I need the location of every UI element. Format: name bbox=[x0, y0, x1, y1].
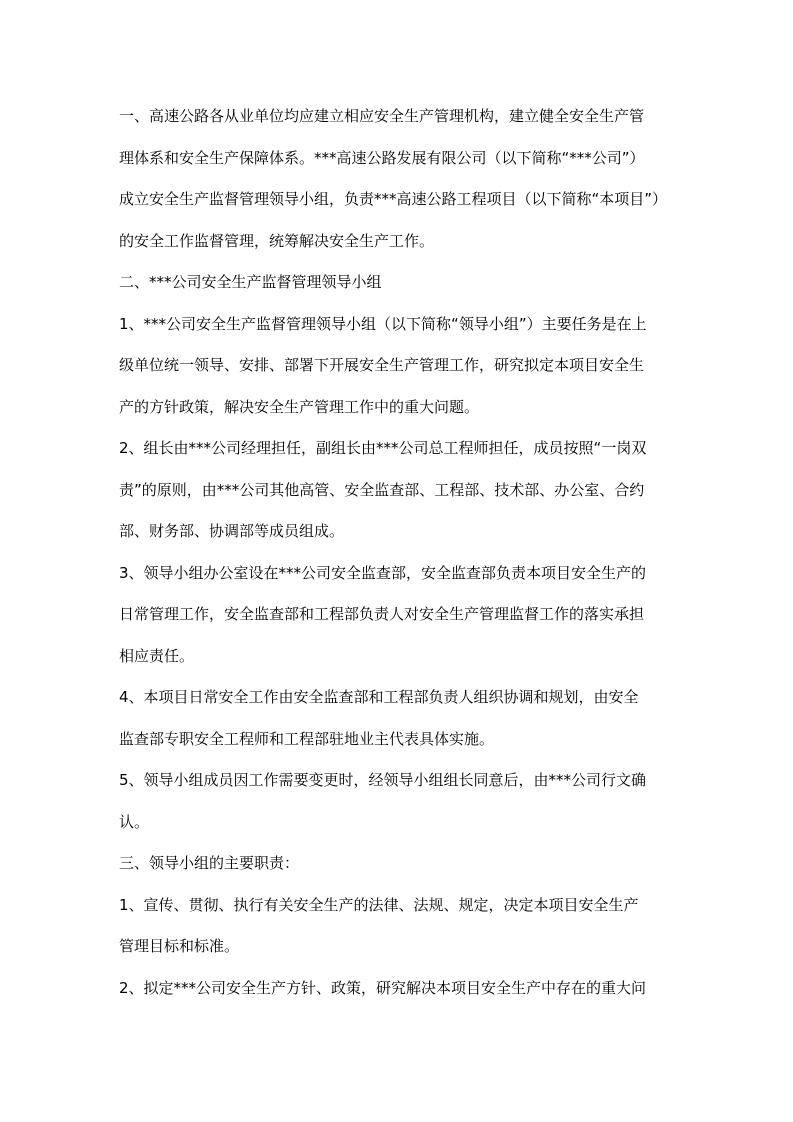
text-line: 2、拟定***公司安全生产方针、政策，研究解决本项目安全生产中存在的重大问 bbox=[119, 978, 647, 997]
text-line: 成立安全生产监督管理领导小组，负责***高速公路工程项目（以下简称“本项目”） bbox=[119, 190, 668, 208]
text-line: 相应责任。 bbox=[119, 646, 195, 665]
text-line: 3、领导小组办公室设在***公司安全监查部，安全监查部负责本项目安全生产的 bbox=[119, 563, 647, 582]
text-line: 1、***公司安全生产监督管理领导小组（以下简称“领导小组”）主要任务是在上 bbox=[119, 314, 647, 333]
text-line: 的安全工作监督管理，统筹解决安全生产工作。 bbox=[119, 231, 435, 250]
text-line: 级单位统一领导、安排、部署下开展安全生产管理工作，研究拟定本项目安全生 bbox=[119, 356, 645, 374]
text-line: 1、宣传、贯彻、执行有关安全生产的法律、法规、规定，决定本项目安全生产 bbox=[119, 895, 639, 914]
text-line: 部、财务部、协调部等成员组成。 bbox=[119, 522, 345, 540]
section-heading: 三、领导小组的主要职责： bbox=[119, 854, 300, 872]
text-line: 管理目标和标准。 bbox=[119, 937, 240, 955]
text-line: 理体系和安全生产保障体系。***高速公路发展有限公司（以下简称“***公司”） bbox=[119, 148, 645, 167]
text-line: 一、高速公路各从业单位均应建立相应安全生产管理机构，建立健全安全生产管 bbox=[119, 107, 645, 125]
text-line: 2、组长由***公司经理担任，副组长由***公司总工程师担任，成员按照“一岗双 bbox=[119, 439, 647, 457]
text-line: 产的方针政策，解决安全生产管理工作中的重大问题。 bbox=[119, 397, 480, 416]
text-line: 日常管理工作，安全监查部和工程部负责人对安全生产管理监督工作的落实承担 bbox=[119, 605, 645, 623]
text-line: 监查部专职安全工程师和工程部驻地业主代表具体实施。 bbox=[119, 729, 495, 748]
text-line: 5、领导小组成员因工作需要变更时，经领导小组组长同意后，由***公司行文确 bbox=[119, 771, 647, 789]
text-line: 4、本项目日常安全工作由安全监查部和工程部负责人组织协调和规划，由安全 bbox=[119, 688, 639, 706]
document-body bbox=[119, 96, 675, 1009]
section-heading: 二、***公司安全生产监督管理领导小组 bbox=[119, 273, 382, 291]
text-line: 责”的原则，由***公司其他高管、安全监查部、工程部、技术部、办公室、合约 bbox=[119, 480, 645, 499]
text-line: 认。 bbox=[119, 812, 150, 831]
